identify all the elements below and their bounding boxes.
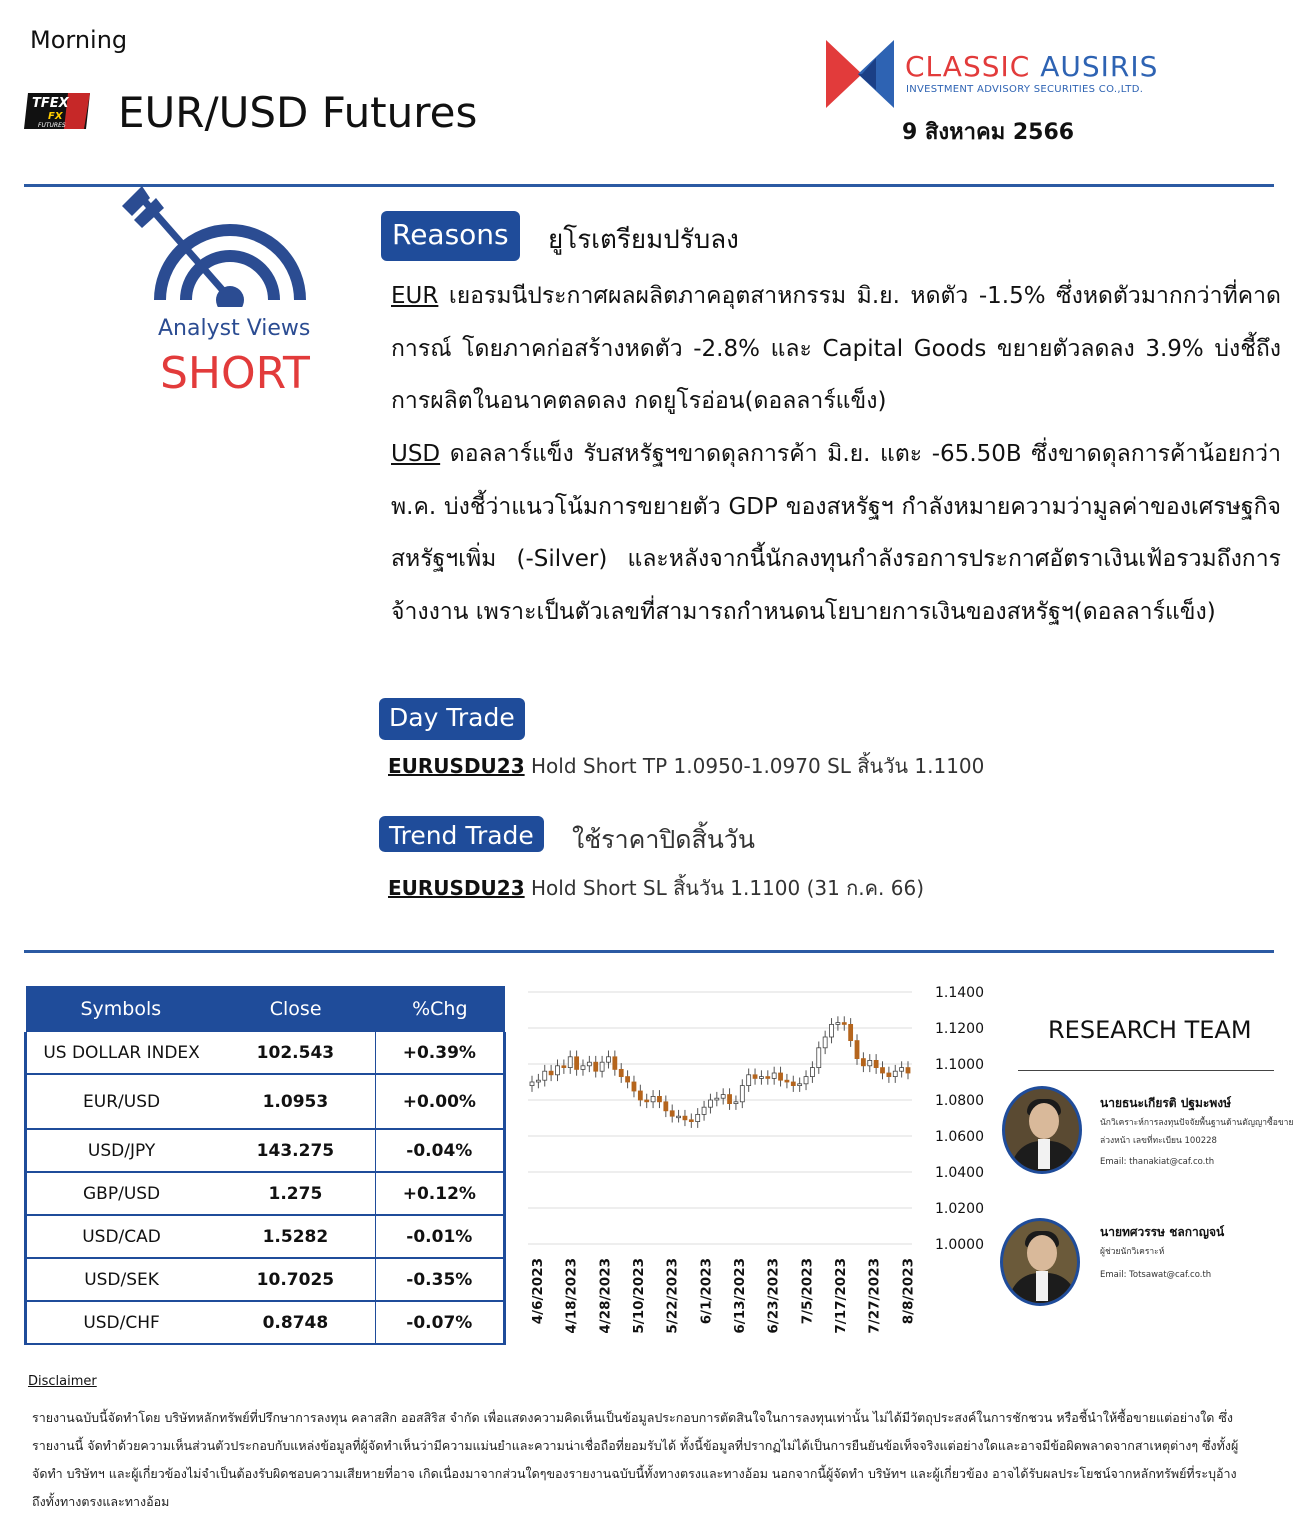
candle-body (734, 1102, 738, 1104)
company-name-part1: CLASSIC (905, 50, 1031, 83)
y-tick-label: 1.0000 (935, 1237, 984, 1253)
member-name: นายธนะเกียรติ ปฐมะพงษ์ (1100, 1096, 1232, 1110)
member-name: นายทศวรรษ ชลกาญจน์ (1100, 1225, 1225, 1239)
close-cell: 102.543 (216, 1032, 375, 1074)
column-header-chg: %Chg (375, 986, 504, 1032)
trend-trade-heading: ใช้ราคาปิดสิ้นวัน (572, 825, 755, 854)
y-tick-label: 1.0800 (935, 1093, 984, 1109)
close-cell: 0.8748 (216, 1301, 375, 1344)
tfex-logo-fx: FX (48, 111, 63, 122)
candle-body (772, 1073, 776, 1078)
chg-cell: -0.04% (375, 1129, 504, 1172)
candle-body (708, 1100, 712, 1107)
candle-body (893, 1071, 897, 1076)
column-header-symbols: Symbols (26, 986, 217, 1032)
candle-body (753, 1075, 757, 1079)
symbol-cell: EUR/USD (26, 1074, 217, 1129)
candle-body (830, 1024, 834, 1037)
member-email[interactable]: Email: Totsawat@caf.co.th (1100, 1270, 1212, 1280)
symbol-cell: US DOLLAR INDEX (26, 1032, 217, 1074)
x-tick-label: 5/22/2023 (664, 1258, 681, 1334)
candle-body (549, 1071, 553, 1075)
close-cell: 10.7025 (216, 1258, 375, 1301)
target-arrow-icon (118, 182, 313, 307)
trend-trade-text: Hold Short SL สิ้นวัน 1.1100 (31 ก.ค. 66) (524, 876, 924, 900)
candle-body (785, 1080, 789, 1082)
candle-body (849, 1024, 853, 1040)
candle-body (881, 1068, 885, 1073)
table-header-row (26, 986, 505, 1032)
candle-body (606, 1057, 610, 1062)
candle-body (600, 1062, 604, 1071)
candle-body (728, 1095, 732, 1104)
table-row (26, 1032, 505, 1074)
day-trade-tag: Day Trade (379, 698, 525, 740)
day-trade-line (388, 750, 984, 782)
candle-body (696, 1114, 700, 1121)
chart-x-ticks (530, 1258, 916, 1334)
symbol-cell: USD/CHF (26, 1301, 217, 1344)
candle-body (759, 1077, 763, 1079)
usd-reason-paragraph (391, 428, 1281, 638)
table-row (26, 1301, 505, 1344)
candle-body (836, 1023, 840, 1025)
disclaimer-title: Disclaimer (28, 1374, 97, 1389)
table-row (26, 1258, 505, 1301)
candle-body (855, 1041, 859, 1059)
y-tick-label: 1.0600 (935, 1129, 984, 1145)
eur-symbol: EUR (391, 283, 439, 309)
chg-cell: -0.35% (375, 1258, 504, 1301)
close-cell: 1.0953 (216, 1074, 375, 1129)
candle-body (823, 1037, 827, 1048)
close-cell: 1.5282 (216, 1215, 375, 1258)
member-role: ผู้ช่วยนักวิเคราะห์ (1100, 1247, 1165, 1257)
day-trade-symbol: EURUSDU23 (388, 754, 525, 778)
avatar (1002, 1086, 1082, 1174)
symbol-cell: GBP/USD (26, 1172, 217, 1215)
candle-body (562, 1066, 566, 1068)
member-role: นักวิเคราะห์การลงทุนปัจจัยพื้นฐานด้านตัญญาซื้อขายล่วงหน้า เลขที่ทะเบียน 100228 (1100, 1118, 1294, 1146)
candle-body (651, 1096, 655, 1101)
chg-cell: +0.12% (375, 1172, 504, 1215)
chg-cell: +0.00% (375, 1074, 504, 1129)
candle-body (842, 1023, 846, 1025)
page-title: EUR/USD Futures (118, 88, 478, 137)
candle-body (715, 1098, 719, 1100)
candle-body (874, 1060, 878, 1067)
candle-body (543, 1071, 547, 1080)
x-tick-label: 6/23/2023 (765, 1258, 782, 1334)
candle-body (747, 1075, 751, 1086)
candle-body (657, 1096, 661, 1101)
chart-grid (528, 992, 912, 1244)
table-row (26, 1074, 505, 1129)
session-label: Morning (30, 26, 128, 54)
y-tick-label: 1.1200 (935, 1021, 984, 1037)
chg-cell: -0.01% (375, 1215, 504, 1258)
research-team-divider (1018, 1070, 1274, 1071)
candle-body (791, 1082, 795, 1086)
chg-cell: -0.07% (375, 1301, 504, 1344)
y-tick-label: 1.0400 (935, 1165, 984, 1181)
table-row (26, 1129, 505, 1172)
symbol-cell: USD/CAD (26, 1215, 217, 1258)
eur-reason-text: เยอรมนีประกาศผลผลิตภาคอุตสาหกรรม มิ.ย. หดตัว -1.5% ซึ่งหดตัวมากกว่าที่คาดการณ์ โดยภาคก่อสร้างหดตัว -2.8% และ Capital Goods ขยายตัวลดลง 3.9% บ่งชี้ถึงการผลิตในอนาคตลดลง กดยูโรอ่อน(ดอลลาร์แข็ง) (391, 283, 1281, 414)
candle-body (702, 1107, 706, 1114)
candle-body (887, 1073, 891, 1077)
candle-body (804, 1077, 808, 1084)
candle-body (530, 1082, 534, 1086)
analyst-views-label: Analyst Views (158, 316, 311, 341)
x-tick-label: 7/17/2023 (833, 1258, 850, 1334)
x-tick-label: 4/18/2023 (563, 1258, 580, 1334)
candle-body (906, 1068, 910, 1073)
company-name (905, 50, 1158, 83)
candle-body (638, 1091, 642, 1100)
candle-body (626, 1077, 630, 1082)
candle-body (619, 1069, 623, 1076)
candle-body (798, 1084, 802, 1086)
candle-body (766, 1077, 770, 1079)
reasons-heading: ยูโรเตรียมปรับลง (548, 225, 739, 255)
analyst-view-value: SHORT (160, 348, 310, 399)
x-tick-label: 7/5/2023 (799, 1258, 816, 1325)
y-tick-label: 1.0200 (935, 1201, 984, 1217)
x-tick-label: 8/8/2023 (900, 1258, 917, 1325)
candle-body (645, 1100, 649, 1102)
x-tick-label: 7/27/2023 (866, 1258, 883, 1334)
x-tick-label: 5/10/2023 (631, 1258, 648, 1334)
close-cell: 143.275 (216, 1129, 375, 1172)
company-subtitle: INVESTMENT ADVISORY SECURITIES CO.,LTD. (906, 84, 1144, 95)
close-cell: 1.275 (216, 1172, 375, 1215)
x-tick-label: 6/13/2023 (732, 1258, 749, 1334)
candle-body (664, 1102, 668, 1111)
trend-trade-symbol: EURUSDU23 (388, 876, 525, 900)
trend-trade-tag: Trend Trade (379, 816, 544, 852)
candle-body (868, 1060, 872, 1065)
candle-body (555, 1066, 559, 1075)
candle-body (670, 1111, 674, 1116)
candle-body (900, 1068, 904, 1072)
member-email[interactable]: Email: thanakiat@caf.co.th (1100, 1157, 1215, 1167)
company-logo-icon (824, 38, 896, 110)
column-header-close: Close (216, 986, 375, 1032)
candle-body (581, 1066, 585, 1070)
avatar (1000, 1218, 1080, 1306)
candle-body (587, 1062, 591, 1066)
price-chart (520, 978, 1000, 1338)
y-tick-label: 1.1400 (935, 985, 984, 1001)
company-name-part2: AUSIRIS (1040, 50, 1159, 83)
candle-body (721, 1095, 725, 1099)
y-tick-label: 1.1000 (935, 1057, 984, 1073)
candle-body (613, 1057, 617, 1070)
x-tick-label: 4/6/2023 (530, 1258, 546, 1325)
candle-body (632, 1082, 636, 1091)
chg-cell: +0.39% (375, 1032, 504, 1074)
research-team-title: RESEARCH TEAM (1048, 1016, 1252, 1044)
divider-middle (24, 950, 1274, 953)
candle-body (779, 1073, 783, 1080)
candle-body (810, 1068, 814, 1077)
symbol-cell: USD/JPY (26, 1129, 217, 1172)
candle-body (594, 1062, 598, 1071)
x-tick-label: 6/1/2023 (698, 1258, 715, 1325)
candle-body (568, 1057, 572, 1068)
eur-reason-paragraph (391, 270, 1281, 428)
chart-candles (530, 1016, 910, 1128)
usd-reason-text: ดอลลาร์แข็ง รับสหรัฐฯขาดดุลการค้า มิ.ย. แตะ -65.50B ซึ่งขาดดุลการค้าน้อยกว่า พ.ค. บ่งชี้ว่าแนวโน้มการขยายตัว GDP ของสหรัฐฯ กำลังหมายความว่ามูลค่าของเศรษฐกิจสหรัฐฯเพิ่ม (-Silver) และหลังจากนี้นักลงทุนกำลังรอการประกาศอัตราเงินเฟ้อรวมถึงการจ้างงาน เพราะเป็นตัวเลขที่สามารถกำหนดนโยบายการเงินของสหรัฐฯ(ดอลลาร์แข็ง) (391, 441, 1281, 625)
day-trade-text: Hold Short TP 1.0950-1.0970 SL สิ้นวัน 1.1100 (524, 754, 985, 778)
candle-body (740, 1086, 744, 1102)
trend-trade-line (388, 872, 924, 904)
candle-body (861, 1059, 865, 1066)
symbol-cell: USD/SEK (26, 1258, 217, 1301)
candle-body (683, 1116, 687, 1120)
report-date: 9 สิงหาคม 2566 (902, 120, 1075, 145)
reasons-tag: Reasons (381, 211, 520, 261)
candle-body (817, 1048, 821, 1068)
market-table (24, 986, 506, 1345)
disclaimer-text: รายงานฉบับนี้จัดทำโดย บริษัทหลักทรัพย์ที่ปรึกษาการลงทุน คลาสสิก ออสสิริส จำกัด เพื่อแสดงความคิดเห็นเป็นข้อมูลประกอบการตัดสินใจในการลงทุนเท่านั้น ไม่ได้มีวัตถุประสงค์ในการชักชวน หรือชี้นำให้ซื้อขายแต่อย่างใด ซึ่งรายงานนี้ จัดทำด้วยความเห็นส่วนตัวประกอบกับแหล่งข้อมูลที่ผู้จัดทำเห็นว่ามีความแม่นยำและความน่าเชื่อถือที่ยอมรับได้ ทั้งนี้ข้อมูลที่ปรากฏไม่ได้เป็นการยืนยันข้อเท็จจริงแต่อย่างใดและอาจมีข้อผิดพลาดจากสาเหตุต่างๆ ซึ่งทั้งผู้จัดทำ บริษัทฯ และผู้เกี่ยวข้องไม่จำเป็นต้องรับผิดชอบความเสียหายที่อาจ เกิดเนื่องมาจากส่วนใดๆของรายงานฉบับนี้ทั้งทางตรงและทางอ้อม นอกจากนี้ผู้จัดทำ บริษัทฯ และผู้เกี่ยวข้อง อาจได้รับผลประโยชน์จากหลักทรัพย์ที่ระบุอ้างถึงทั้งทางตรงและทางอ้อม (32, 1410, 1239, 1509)
tfex-logo-futures: FUTURES (38, 122, 66, 129)
candle-body (536, 1080, 540, 1082)
tfex-logo (24, 89, 94, 133)
table-row (26, 1215, 505, 1258)
x-tick-label: 4/28/2023 (597, 1258, 614, 1334)
table-row (26, 1172, 505, 1215)
usd-symbol: USD (391, 441, 441, 467)
tfex-logo-text: TFEX (32, 96, 69, 111)
chart-y-ticks (935, 985, 984, 1253)
candle-body (575, 1057, 579, 1070)
candle-body (689, 1120, 693, 1122)
candle-body (677, 1116, 681, 1118)
